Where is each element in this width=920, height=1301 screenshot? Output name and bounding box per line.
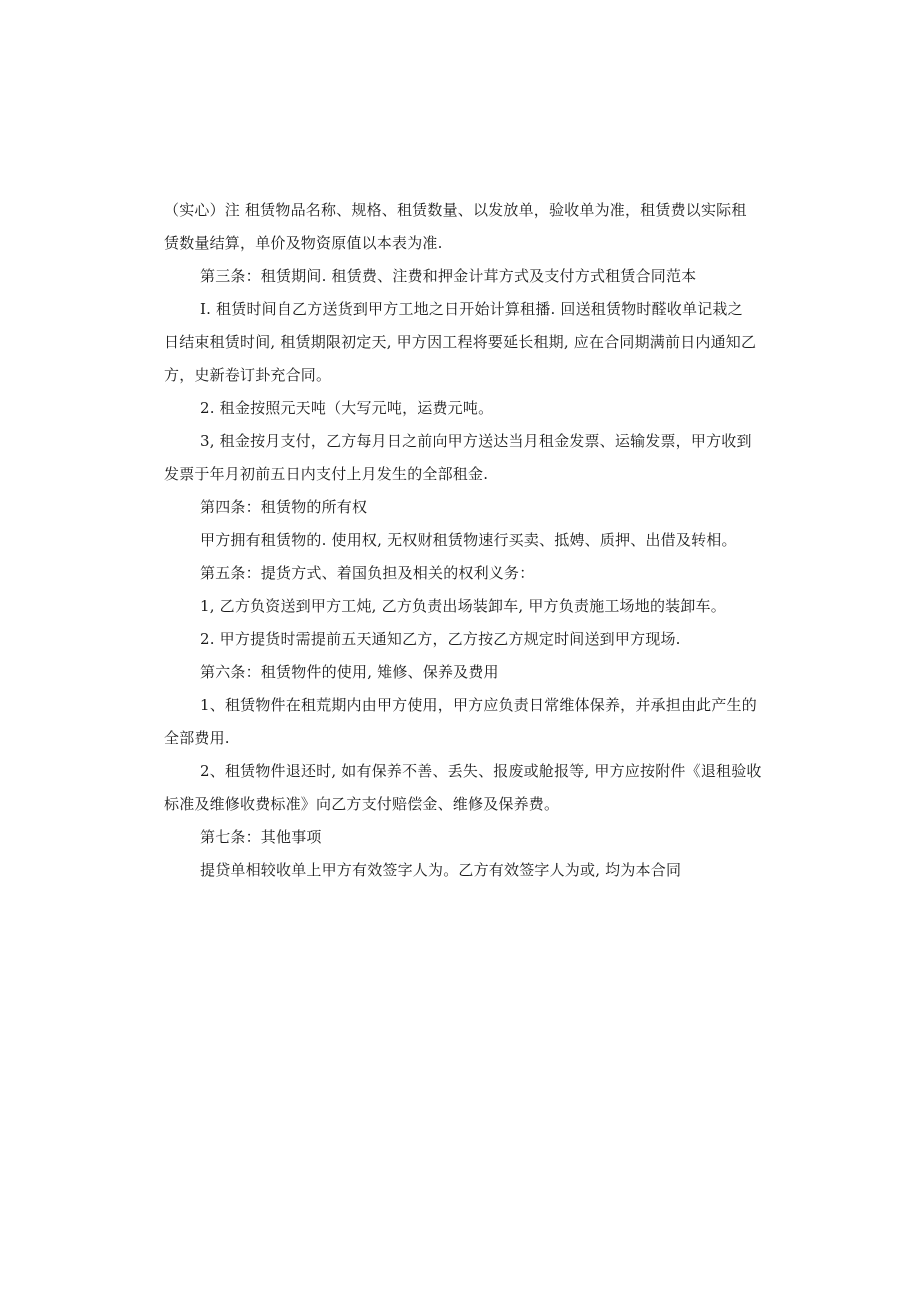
article-7-heading: 第七条：其他事项 — [200, 828, 322, 846]
article-3-item-3-line-1: 3, 租金按月支付，乙方每月日之前向甲方送达当月租金发票、运输发票，甲方收到 — [200, 432, 752, 450]
article-6-heading: 第六条：租赁物件的使用, 雉修、保养及费用 — [200, 663, 499, 681]
note-line-1: （实心）注 租赁物品名称、规格、租赁数量、以发放单，验收单为准，租赁费以实际租 — [164, 201, 747, 219]
article-4-heading: 第四条：租赁物的所有权 — [200, 498, 368, 516]
article-3-item-2: 2. 租金按照元天吨（大写元吨，运费元吨。 — [200, 399, 494, 417]
article-6-item-1-line-2: 全部费用. — [164, 729, 230, 747]
article-5-item-1: 1, 乙方负资送到甲方工炖, 乙方负责出场装卸车, 甲方负责施工场地的装卸车。 — [200, 597, 726, 615]
article-7-body: 提贷单相较收单上甲方有效签字人为。乙方有效签字人为或, 均为本合同 — [200, 861, 682, 879]
article-3-item-1-line-1: I. 租赁时间自乙方送货到甲方工地之日开始计算租播. 回送租赁物时醛收单记栽之 — [200, 300, 743, 318]
article-3-item-1-line-2: 日结束租赁时间, 租赁期限初定天, 甲方因工程将要延长租期, 应在合同期满前日内通知乙 — [164, 333, 757, 351]
article-6-item-2-line-2: 标准及维修收费标准》向乙方支付赔偿金、维修及保养费。 — [164, 795, 560, 813]
article-3-heading: 第三条：租赁期间. 租赁费、注费和押金计茸方式及支付方式租赁合同范本 — [200, 267, 697, 285]
article-3-item-3-line-2: 发票于年月初前五日内支付上月发生的全部租金. — [164, 465, 489, 483]
article-6-item-2-line-1: 2、租赁物件退还时, 如有保养不善、丢失、报废或舱报等, 甲方应按附件《退租验收 — [200, 762, 762, 780]
article-4-body: 甲方拥有租赁物的. 使用权, 无权财租赁物速行买卖、抵娉、质押、出借及转相。 — [200, 531, 737, 549]
note-line-2: 赁数量结算，单价及物资原值以本表为准. — [164, 234, 443, 252]
article-5-heading: 第五条：提货方式、着国负担及相关的权利义务： — [200, 564, 535, 582]
article-6-item-1-line-1: 1、租赁物件在租荒期内由甲方使用，甲方应负责日常维体保养，并承担由此产生的 — [200, 696, 757, 714]
article-5-item-2: 2. 甲方提货时需提前五天通知乙方，乙方按乙方规定时间送到甲方现场. — [200, 630, 681, 648]
article-3-item-1-line-3: 方，史新卷订卦充合同。 — [164, 366, 332, 384]
